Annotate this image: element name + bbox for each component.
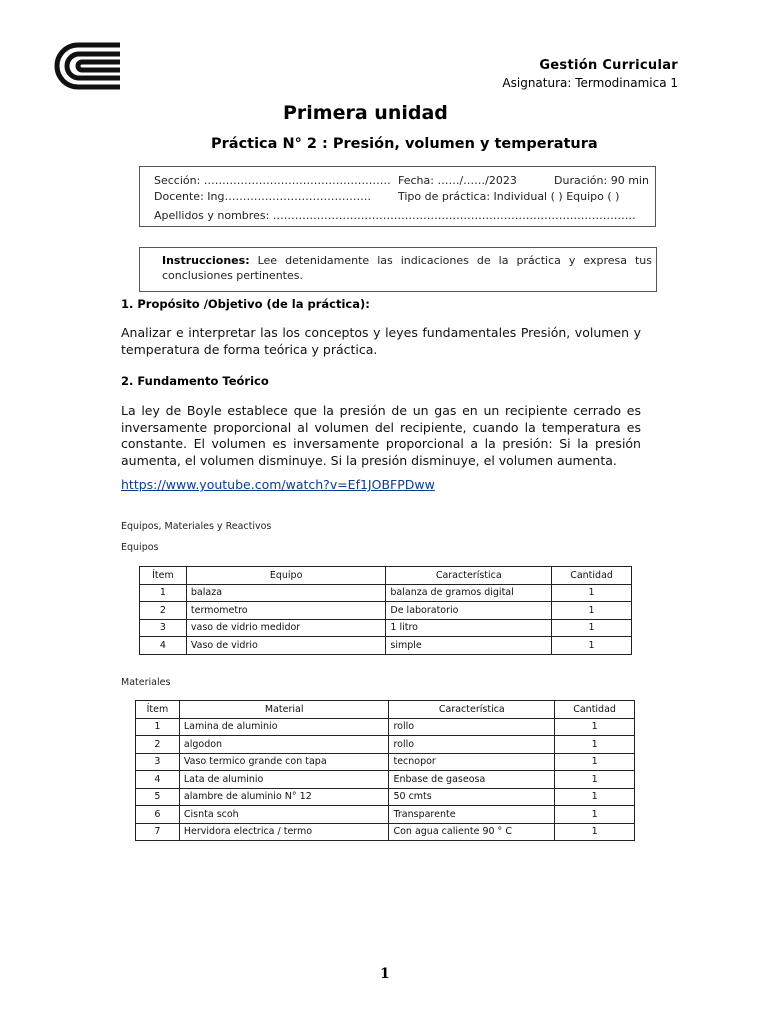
table-header-row: [140, 567, 632, 585]
practice-subtitle: Práctica N° 2 : Presión, volumen y temperatura: [211, 136, 598, 152]
table-cell: Lamina de aluminio: [179, 718, 389, 736]
table-cell: Vaso termico grande con tapa: [179, 753, 389, 771]
column-header: Ítem: [136, 701, 180, 719]
youtube-link[interactable]: https://www.youtube.com/watch?v=Ef1JOBFPDww: [121, 477, 435, 492]
document-header: [502, 58, 678, 90]
section-field: Sección: ……………………………………………: [154, 174, 391, 187]
table-row: [136, 753, 635, 771]
column-header: Característica: [389, 701, 555, 719]
table-cell: 2: [140, 602, 187, 620]
table-cell: algodon: [179, 736, 389, 754]
table-row: [136, 806, 635, 824]
teacher-field: Docente: Ing………………………………….: [154, 190, 371, 203]
table-cell: Enbase de gaseosa: [389, 771, 555, 789]
table-cell: 4: [140, 637, 187, 655]
subject-name: Asignatura: Termodinamica 1: [502, 76, 678, 90]
section1-heading: 1. Propósito /Objetivo (de la práctica):: [121, 297, 370, 311]
table-cell: De laboratorio: [386, 602, 552, 620]
table-cell: 1: [552, 619, 632, 637]
page-title: Primera unidad: [283, 102, 448, 124]
table-cell: Lata de aluminio: [179, 771, 389, 789]
table-cell: 5: [136, 788, 180, 806]
table-cell: 3: [140, 619, 187, 637]
section2-text: La ley de Boyle establece que la presión de un gas en un recipiente cerrado es inversamente proporcional al volumen del recipiente, cuando la temperatura es constante. El volumen es inversamente proporcional a la presión: Si la presión aumenta, el volumen disminuye. Si la presión disminuye, el volumen aumenta.: [121, 403, 641, 468]
table-cell: 7: [136, 823, 180, 841]
table-cell: 1: [552, 602, 632, 620]
table-row: [136, 718, 635, 736]
table-cell: termometro: [186, 602, 385, 620]
table-cell: Cisnta scoh: [179, 806, 389, 824]
table-cell: 1 litro: [386, 619, 552, 637]
table-cell: 1: [555, 753, 635, 771]
table-cell: 1: [136, 718, 180, 736]
table-cell: 1: [552, 637, 632, 655]
duration-field: Duración: 90 min: [554, 174, 649, 187]
table-row: [136, 823, 635, 841]
equip-heading: Equipos, Materiales y Reactivos: [121, 521, 272, 532]
table-cell: 6: [136, 806, 180, 824]
table-cell: tecnopor: [389, 753, 555, 771]
table-cell: Transparente: [389, 806, 555, 824]
table-cell: balaza: [186, 584, 385, 602]
table-row: [140, 619, 632, 637]
table-cell: Vaso de vidrio: [186, 637, 385, 655]
column-header: Equipo: [186, 567, 385, 585]
student-info-box: [139, 166, 656, 227]
page-number: 1: [380, 966, 390, 982]
instructions-box: [139, 247, 657, 292]
date-field: Fecha: ……/……/2023: [398, 174, 517, 187]
section1-text: Analizar e interpretar las los conceptos y leyes fundamentales Presión, volumen y temperatura de forma teórica y práctica.: [121, 325, 641, 357]
table-cell: simple: [386, 637, 552, 655]
table-cell: Hervidora electrica / termo: [179, 823, 389, 841]
table-row: [136, 736, 635, 754]
table-row: [140, 602, 632, 620]
materiales-table: [135, 700, 635, 841]
table-header-row: [136, 701, 635, 719]
student-name-field: Apellidos y nombres: ………………………………………………………………………………………: [154, 209, 636, 222]
table-cell: 1: [552, 584, 632, 602]
table-cell: vaso de vidrio medidor: [186, 619, 385, 637]
table-cell: 1: [555, 736, 635, 754]
column-header: Cantidad: [552, 567, 632, 585]
practice-type-field: Tipo de práctica: Individual ( ) Equipo ( ): [398, 190, 620, 203]
instructions-label: Instrucciones:: [162, 254, 250, 267]
table-cell: 1: [555, 718, 635, 736]
equipos-label: Equipos: [121, 542, 159, 553]
table-row: [140, 584, 632, 602]
section2-heading: 2. Fundamento Teórico: [121, 374, 269, 388]
table-cell: rollo: [389, 736, 555, 754]
equipos-table: [139, 566, 632, 655]
table-cell: balanza de gramos digital: [386, 584, 552, 602]
table-cell: 3: [136, 753, 180, 771]
table-cell: 2: [136, 736, 180, 754]
table-row: [140, 637, 632, 655]
column-header: Característica: [386, 567, 552, 585]
materiales-label: Materiales: [121, 677, 171, 688]
table-cell: 1: [555, 771, 635, 789]
table-cell: 1: [555, 823, 635, 841]
table-row: [136, 788, 635, 806]
table-cell: Con agua caliente 90 ° C: [389, 823, 555, 841]
instructions-text: Lee detenidamente las indicaciones de la práctica y expresa tus conclusiones pertinentes.: [162, 254, 653, 282]
column-header: Ítem: [140, 567, 187, 585]
table-cell: 1: [555, 788, 635, 806]
org-name: Gestión Curricular: [539, 58, 678, 73]
table-cell: 4: [136, 771, 180, 789]
table-cell: alambre de aluminio N° 12: [179, 788, 389, 806]
table-row: [136, 771, 635, 789]
institution-logo: [52, 42, 124, 90]
table-cell: 1: [555, 806, 635, 824]
column-header: Material: [179, 701, 389, 719]
table-cell: 50 cmts: [389, 788, 555, 806]
table-cell: rollo: [389, 718, 555, 736]
table-cell: 1: [140, 584, 187, 602]
column-header: Cantidad: [555, 701, 635, 719]
